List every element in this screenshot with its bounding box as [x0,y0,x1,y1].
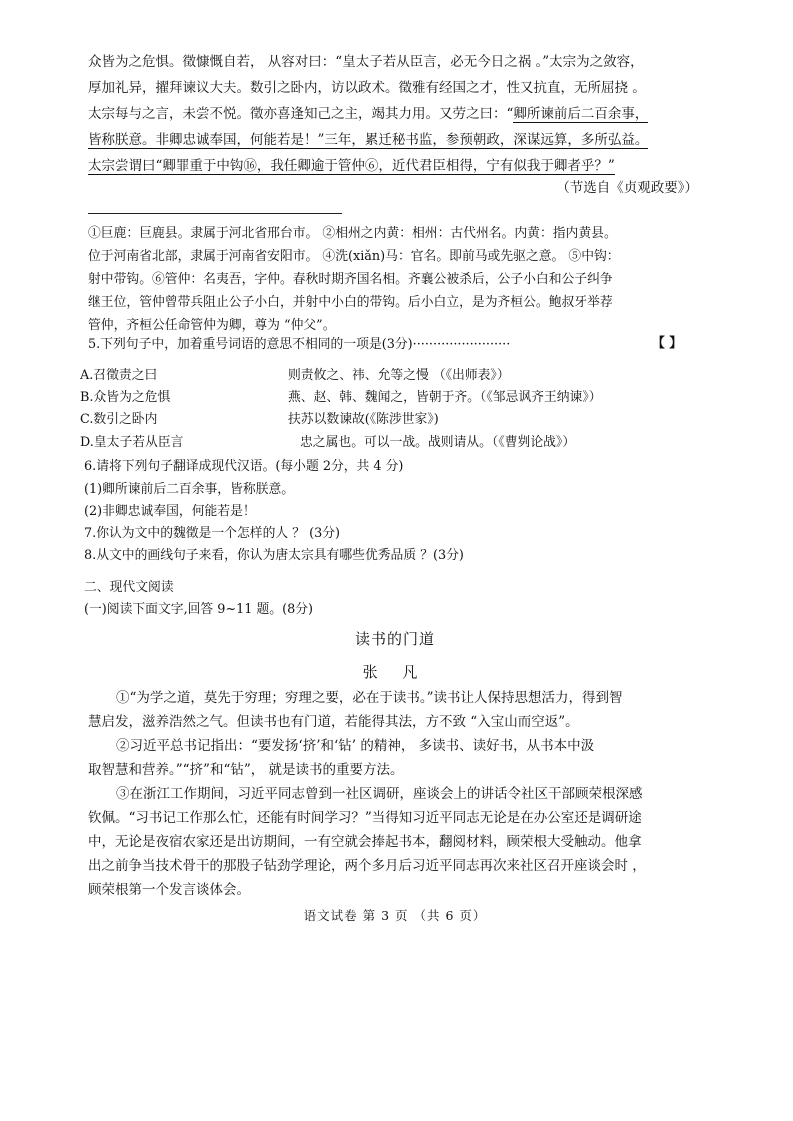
question-6: 6.请将下列句子翻译成现代汉语。(每小题 2分，共 4 分) [84,459,404,474]
paragraph-3-line-1: ③在浙江工作期间，习近平同志曾到一社区调研，座谈会上的讲话令社区干部顾荣根深感 [116,786,643,802]
option-c-right: 扶苏以数谏故(《陈涉世家》) [288,412,439,427]
paragraph-1-line-1: ①“为学之道，莫先于穷理；穷理之要，必在于读书。”读书让人保持思想活力，得到智 [116,690,623,706]
option-c-left: C.数引之卧内 [80,412,158,427]
option-d-right: 忠之属也。可以一战。战则请从。（《曹刿论战》） [300,435,576,450]
passage-line-3-text: 太宗每与之言，未尝不悦。徵亦喜逢知己之主，竭其力用。又劳之曰：“ [88,106,514,122]
footnote-divider [88,213,342,214]
footnote-line-3: 射中带钩。⑥管仲：名夷吾，字仲。春秋时期齐国名相。齐襄公被杀后，公子小白和公子纠争 [88,272,613,287]
paragraph-3-line-3: 中，无论是夜宿农家还是出访期间，一有空就会捧起书本，翻阅材料，顾荣根大受触动。他拿 [88,834,642,850]
section-2-subheading: (一)阅读下面文字,回答 9~11 题。(8分) [84,602,314,617]
underlined-sentence-2: 三年，累迁秘书监，参预朝政，深谋远算，多所弘益。 [324,132,649,148]
article-title: 读书的门道 [354,630,435,648]
paragraph-3-line-2: 钦佩。“习书记工作那么忙，还能有时间学习？”当得知习近平同志无论是在办公室还是调研途 [88,810,642,826]
footnote-line-1: ①巨鹿：巨鹿县。隶属于河北省邢台市。 ②相州之内黄：相州：古代州名。内黄：指内黄县。 [88,226,617,241]
passage-line-1: 众皆为之危惧。徵慷慨自若， 从容对曰：“皇太子若从臣言，必无今日之祸 。”太宗为之敛容， [88,54,644,70]
question-8: 8.从文中的画线句子来看，你认为唐太宗具有哪些优秀品质 ？(3分) [84,548,464,563]
passage-source: （节选自《贞观政要》） [556,180,698,196]
question-6-2: (2)非卿忠诚奉国，何能若是！ [84,504,256,519]
option-b-left: B.众皆为之危惧 [80,390,171,405]
article-author: 张 凡 [362,663,428,681]
paragraph-2-line-2: 取智慧和营养。”“挤”和“钻”， 就是读书的重要方法。 [88,762,404,778]
question-5-stem [88,333,688,356]
question-7: 7.你认为文中的魏徵是一个怎样的人 ？ (3分) [84,526,341,541]
question-6-1: (1)卿所谏前后二百余事，皆称朕意。 [84,482,295,497]
underlined-sentence-1b: 皆称朕意。非卿忠诚奉国，何能若是！” [88,132,325,148]
footnote-line-5: 管仲，齐桓公任命管仲为卿，尊为 “仲父”。 [88,318,336,333]
passage-line-4 [88,128,718,152]
paragraph-3-line-4: 出之前争当技术骨干的那股子钻劲学理论，两个多月后习近平同志再次来社区召开座谈会时 ， [88,858,646,874]
passage-line-3 [88,102,718,126]
footnote-line-2: 位于河南省北部，隶属于河南省安阳市。 ④洗(xiǎn)马：官名。即前马或先驱之意。 ⑤中钩： [88,249,620,264]
paragraph-2-line-1: ②习近平总书记指出：“要发扬‘挤’和‘钻’ 的精神， 多读书、读好书，从书本中汲 [116,738,595,754]
answer-bracket: 【 】 [652,336,683,351]
page-footer: 语文试卷 第 3 页 （共 6 页） [303,908,487,923]
footnote-line-4: 继王位，管仲曾带兵阻止公子小白，并射中小白的带钩。后小白立，是为齐桓公。鲍叔牙举荐 [88,295,613,310]
underlined-sentence-1a: 卿所谏前后二百余事， [513,106,649,122]
option-b-right: 燕、赵、韩、魏闻之，皆朝于齐。（《邹忌讽齐王纳谏》） [288,390,602,405]
paragraph-3-line-5: 顾荣根第一个发言谈体会。 [88,882,250,898]
option-d-left: D.皇太子若从臣言 [80,435,184,450]
option-a-right: 则责攸之、祎、允等之慢 （《出师表》） [288,368,510,383]
section-2-heading: 二、现代文阅读 [84,580,174,595]
paragraph-1-line-2: 慧启发，滋养浩然之气。但读书也有门道，若能得其法，方不致 “入宝山而空返”。 [88,714,579,730]
passage-line-5 [88,154,718,178]
question-5-text: 5.下列句子中，加着重号词语的意思不相同的一项是(3分)························ [88,337,511,352]
underlined-sentence-3: 太宗尝谓曰“卿罪重于中钩⑯，我任卿逾于管仲⑥，近代君臣相得，宁有似我于卿者乎？” [88,158,615,174]
passage-line-2: 厚加礼异，擢拜谏议大夫。数引之卧内，访以政术。徵雅有经国之才，性又抗直，无所屈挠 。 [88,80,646,96]
option-a-left: A.召徵责之曰 [80,368,158,383]
